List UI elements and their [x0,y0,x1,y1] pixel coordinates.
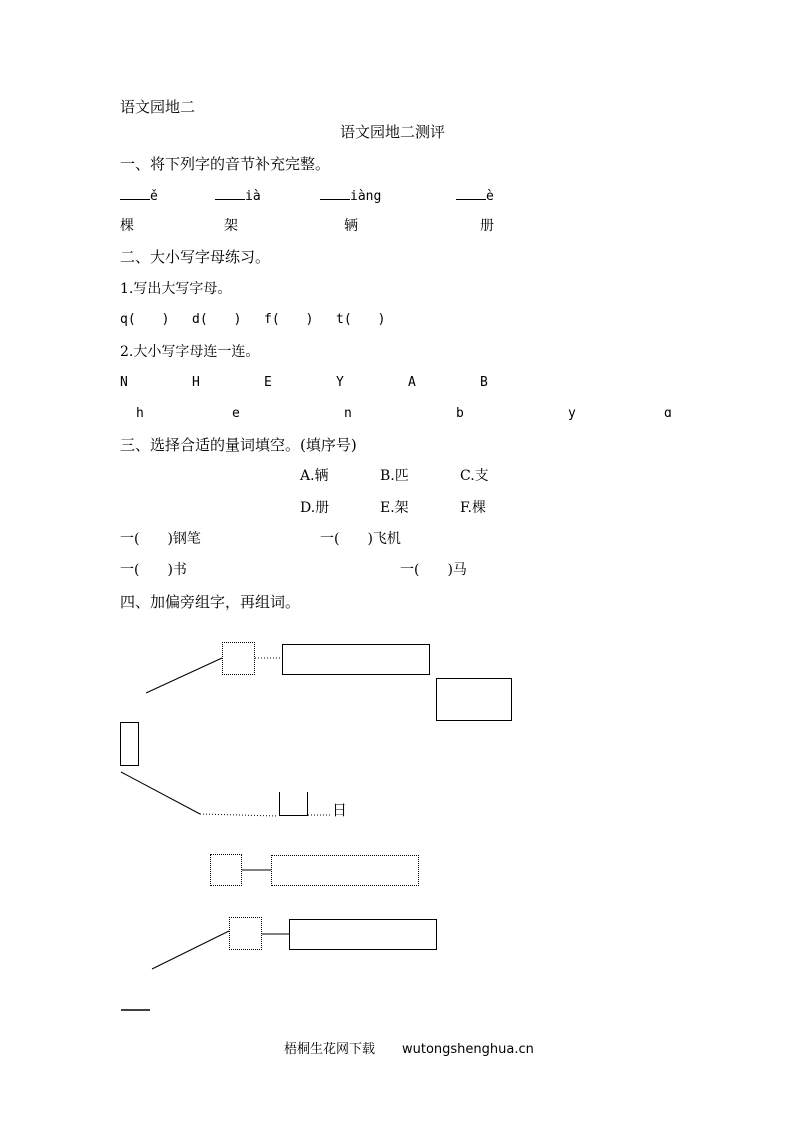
footer-url: wutongshenghua.cn [402,1042,534,1057]
uppercase-letter: B [480,375,488,390]
char-item: 架 [224,218,238,234]
option-item: E.架 [380,500,409,516]
radical-box [222,642,255,675]
fill-item: 一( )飞机 [320,531,401,547]
char-item: 棵 [120,218,134,234]
q2-sub2: 2.大小写字母连一连。 [120,344,260,360]
option-item: A.辆 [300,468,329,484]
option-item: B.匹 [380,468,409,484]
lowercase-letter: b [456,406,464,421]
pinyin-item: ià [215,187,261,206]
capital-item: t( ) [336,312,386,327]
char-item: 册 [480,218,494,234]
word-box [436,678,512,721]
center-character: 日 [332,801,348,819]
lowercase-letter: ɑ [664,406,672,421]
option-item: C.支 [460,468,489,484]
pinyin-item: ě [120,187,158,206]
q1-heading: 一、将下列字的音节补充完整。 [120,155,331,173]
radical-box [229,917,262,950]
capital-item: d( ) [192,312,242,327]
page-title: 语文园地二测评 [340,123,446,141]
q3-heading: 三、选择合适的量词填空。(填序号) [120,436,357,454]
uppercase-letter: E [264,375,272,390]
fill-item: 一( )马 [400,562,467,578]
q4-heading: 四、加偏旁组字，再组词。 [120,593,301,611]
top-label: 语文园地二 [120,98,196,116]
char-item: 辆 [344,218,358,234]
radical-box [279,792,308,816]
radical-box [120,722,139,766]
q2-heading: 二、大小写字母练习。 [120,248,271,266]
q2-sub1: 1.写出大写字母。 [120,281,232,297]
pinyin-item: iàng [320,187,381,206]
lowercase-letter: h [136,406,144,421]
lowercase-letter: e [232,406,240,421]
capital-item: q( ) [120,312,170,327]
lowercase-letter: y [568,406,576,421]
uppercase-letter: Y [336,375,344,390]
uppercase-letter: A [408,375,416,390]
fill-item: 一( )书 [120,562,187,578]
uppercase-letter: H [192,375,200,390]
lowercase-letter: n [344,406,352,421]
capital-item: f( ) [264,312,314,327]
fill-item: 一( )钢笔 [120,531,201,547]
uppercase-letter: N [120,375,128,390]
word-box [271,855,419,886]
footer-site-name: 梧桐生花网下载 [284,1042,376,1057]
word-box [289,919,437,950]
radical-box [210,854,242,886]
option-item: D.册 [300,500,330,516]
pinyin-item: è [456,187,494,206]
option-item: F.棵 [460,500,486,516]
word-box [282,644,430,675]
